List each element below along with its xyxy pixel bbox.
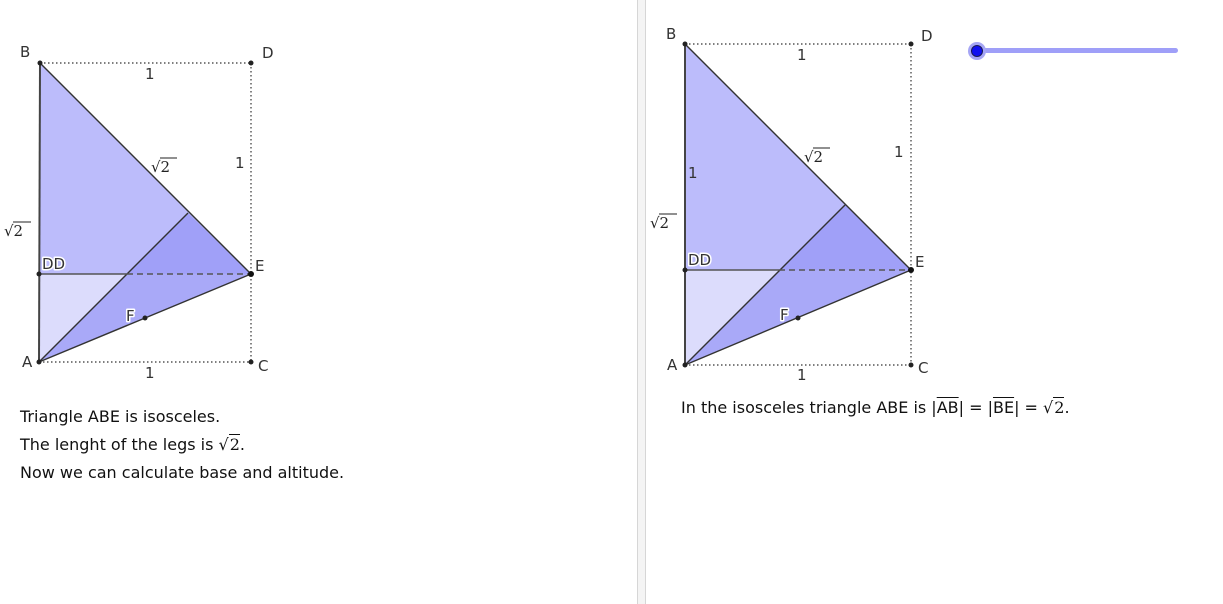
caption-right: [681, 394, 1070, 422]
label-b: B: [20, 43, 31, 61]
label-a: A: [22, 353, 33, 371]
label-seg-ab: √2: [650, 214, 670, 232]
point-dd[interactable]: [683, 268, 688, 273]
label-d: D: [921, 27, 933, 45]
point-b[interactable]: [683, 42, 688, 47]
label-f: F: [780, 306, 789, 324]
label-c: C: [258, 357, 269, 375]
label-c: C: [918, 359, 929, 377]
sqrt-radicand: 2: [229, 435, 240, 454]
sqrt-symbol: √: [218, 435, 229, 454]
label-d: D: [262, 44, 274, 62]
sqrt-symbol: √: [1043, 398, 1054, 417]
caption-period: .: [1064, 398, 1070, 417]
caption-line-2-text: The lenght of the legs is: [20, 435, 219, 454]
slider-knob[interactable]: [971, 45, 983, 57]
label-seg-ac: 1: [797, 366, 807, 384]
label-seg-ac: 1: [145, 364, 155, 382]
caption-line-1: Triangle ABE is isosceles.: [20, 407, 221, 426]
sqrt-radicand: 2: [1054, 398, 1065, 417]
segment-ab-notation: $\overline{AB}$: [936, 398, 959, 417]
label-seg-bd: 1: [797, 46, 807, 64]
label-f: F: [126, 307, 135, 325]
sqrt-expression: [1043, 397, 1064, 417]
point-d[interactable]: [909, 42, 914, 47]
label-seg-be: √2: [804, 148, 824, 166]
label-dd: DD: [688, 251, 712, 269]
point-f[interactable]: [796, 316, 801, 321]
segment-be-notation: $\overline{BE}$: [992, 398, 1015, 417]
label-dd: DD: [42, 255, 66, 273]
label-a: A: [667, 356, 678, 374]
label-b: B: [666, 25, 677, 43]
caption-period: .: [239, 435, 245, 454]
point-a[interactable]: [683, 363, 688, 368]
label-seg-bd: 1: [145, 65, 155, 83]
label-seg-dc: 1: [235, 154, 245, 172]
label-e: E: [255, 257, 265, 275]
label-seg-ab: √2: [4, 222, 24, 240]
caption-equals-2: | =: [1014, 398, 1044, 417]
caption-line-3: Now we can calculate base and altitude.: [20, 463, 345, 482]
label-e: E: [915, 253, 925, 271]
label-seg-dc: 1: [894, 143, 904, 161]
point-c[interactable]: [909, 363, 914, 368]
slider[interactable]: [968, 42, 1180, 60]
slider-track[interactable]: [976, 48, 1178, 53]
label-seg-ab-1: 1: [688, 164, 698, 182]
label-seg-be: √2: [151, 158, 171, 176]
point-e[interactable]: [908, 267, 914, 273]
caption-prefix: In the isosceles triangle ABE is |: [681, 398, 937, 417]
caption-equals-1: | = |: [958, 398, 993, 417]
